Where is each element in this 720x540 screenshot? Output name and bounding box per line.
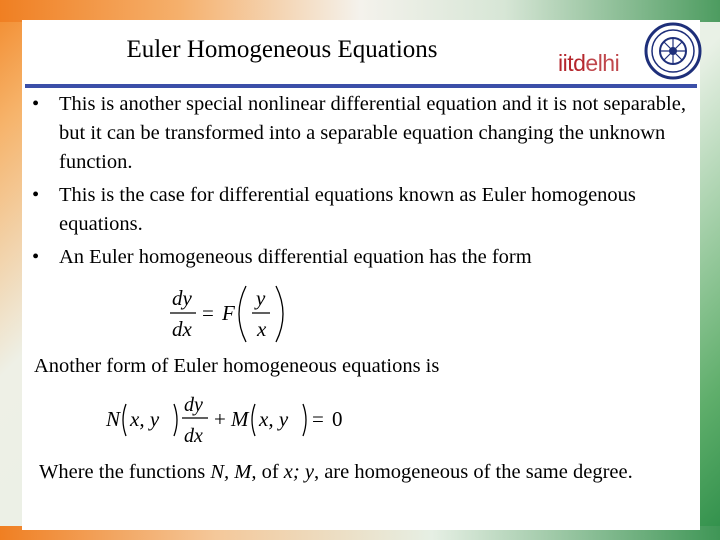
eq2-args1: x, y [130, 407, 160, 431]
bullet-text: An Euler homogeneous differential equation has the form [59, 246, 532, 268]
bullet-text: This is the case for differential equations known as Euler homogenous equations. [59, 184, 636, 235]
eq1-y: y [256, 286, 266, 310]
bullet-list [32, 90, 697, 276]
where-text: Where the functions N, M, of x; y, are homogeneous of the same degree. [39, 461, 633, 483]
title-underline [25, 84, 697, 88]
eq2-M: M [231, 407, 249, 431]
another-form-text: Another form of Euler homogeneous equations is [34, 355, 440, 377]
euler-equation-form [162, 280, 292, 350]
bullet-text: This is another special nonlinear differential equation and it is not separable, but it can be transformed into a separable equation changing the unknown function. [59, 93, 686, 173]
eq2-dy: dy [184, 394, 203, 416]
eq1-x: x [257, 317, 267, 341]
frame-top-band [0, 0, 720, 22]
bullet-marker: • [32, 184, 40, 206]
bullet-item [32, 181, 697, 239]
euler-equation-alt-form [100, 392, 370, 448]
eq2-dx: dx [184, 425, 203, 447]
slide-title: Euler Homogeneous Equations [126, 36, 438, 63]
bullet-marker: • [32, 246, 40, 268]
eq2-args2: x, y [259, 407, 289, 431]
bullet-item [32, 90, 697, 177]
eq1-equals: = [202, 301, 214, 325]
bullet-item [32, 243, 697, 272]
eq2-N: N [106, 407, 121, 431]
eq1-dx: dx [172, 317, 192, 341]
iit-delhi-seal-icon [644, 22, 702, 80]
iitdelhi-logo-text: iitdelhi [558, 50, 620, 76]
eq2-zero: 0 [332, 407, 343, 431]
eq2-plus: + [214, 407, 226, 431]
bullet-marker: • [32, 93, 40, 115]
eq1-dy: dy [172, 286, 192, 310]
eq1-F: F [222, 301, 235, 325]
eq2-equals: = [312, 407, 324, 431]
slide [22, 20, 700, 530]
